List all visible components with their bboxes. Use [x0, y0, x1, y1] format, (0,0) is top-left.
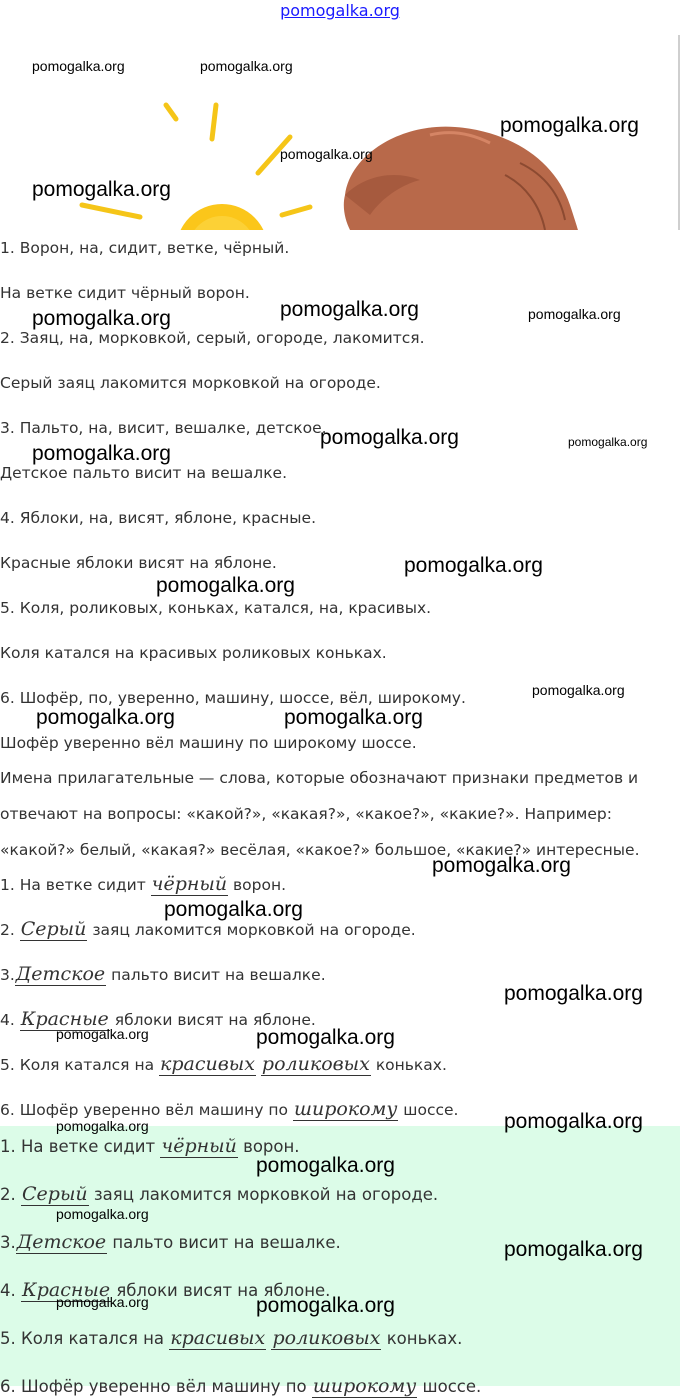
handwritten-adjective: широкому [293, 1098, 398, 1120]
answer-text [15, 1011, 20, 1029]
handwritten-adjective: Детское [15, 963, 106, 985]
watermark: pomogalka.org [32, 58, 125, 74]
watermark: pomogalka.org [200, 58, 293, 74]
answer-number: 6. [0, 1101, 15, 1119]
handwritten-adjective: красивых [160, 1053, 255, 1075]
answer-text: коньках. [370, 1056, 447, 1074]
answer-text: Коля катался на [15, 1329, 170, 1348]
watermark: pomogalka.org [432, 854, 571, 877]
watermark: pomogalka.org [504, 1110, 643, 1133]
answer-line [0, 1136, 300, 1157]
watermark: pomogalka.org [156, 574, 295, 597]
watermark: pomogalka.org [56, 1206, 149, 1222]
answer-number: 2. [0, 1185, 16, 1204]
watermark: pomogalka.org [56, 1294, 149, 1310]
answer-text: яблоки висят на яблоне. [111, 1281, 331, 1300]
exercise-line: Серый заяц лакомится морковкой на огороде. [0, 374, 381, 392]
handwritten-adjective: роликовых [272, 1327, 381, 1349]
answer-text: заяц лакомится морковкой на огороде. [88, 1185, 439, 1204]
answer-number: 3. [0, 1233, 16, 1252]
watermark: pomogalka.org [280, 146, 373, 162]
exercise-line: Шофёр уверенно вёл машину по широкому шоссе. [0, 734, 417, 752]
watermark: pomogalka.org [504, 982, 643, 1005]
watermark: pomogalka.org [256, 1154, 395, 1177]
answer-number: 6. [0, 1377, 16, 1396]
answer-text: заяц лакомится морковкой на огороде. [87, 921, 416, 939]
answer-text: шоссе. [417, 1377, 482, 1396]
answer-number: 4. [0, 1281, 16, 1300]
exercise-line: Детское пальто висит на вешалке. [0, 464, 288, 482]
watermark: pomogalka.org [284, 706, 423, 729]
answer-line [0, 1099, 458, 1120]
watermark: pomogalka.org [256, 1294, 395, 1317]
answer-text: шоссе. [398, 1101, 459, 1119]
watermark: pomogalka.org [32, 442, 171, 465]
answer-text: пальто висит на вешалке. [106, 966, 326, 984]
answer-text: На ветке сидит [15, 1137, 161, 1156]
answer-line [0, 1328, 462, 1349]
handwritten-adjective: роликовых [261, 1053, 370, 1075]
answer-text: пальто висит на вешалке. [107, 1233, 341, 1252]
answer-text: ворон. [237, 1137, 300, 1156]
answer-text: коньках. [381, 1329, 463, 1348]
handwritten-adjective: красивых [170, 1327, 266, 1349]
exercise-line: 4. Яблоки, на, висят, яблоне, красные. [0, 509, 317, 527]
watermark: pomogalka.org [256, 1026, 395, 1049]
answer-number: 5. [0, 1329, 16, 1348]
answer-text: ворон. [228, 876, 287, 894]
exercise-line: На ветке сидит чёрный ворон. [0, 284, 250, 302]
answer-number: 5. [0, 1056, 15, 1074]
watermark: pomogalka.org [164, 898, 303, 921]
watermark: pomogalka.org [32, 178, 171, 201]
watermark: pomogalka.org [36, 706, 175, 729]
answer-line [0, 1184, 438, 1205]
answer-line [0, 1232, 341, 1253]
watermark: pomogalka.org [504, 1238, 643, 1261]
watermark: pomogalka.org [320, 426, 459, 449]
answer-text: Шофёр уверенно вёл машину по [15, 1377, 312, 1396]
exercise-line: Красные яблоки висят на яблоне. [0, 554, 277, 572]
rule-line: отвечают на вопросы: «какой?», «какая?», «какое?», «какие?». Например: [0, 805, 612, 823]
answer-text [15, 921, 20, 939]
handwritten-adjective: Серый [20, 918, 87, 940]
watermark: pomogalka.org [528, 306, 621, 322]
handwritten-adjective: Серый [22, 1183, 88, 1205]
exercise-line: 1. Ворон, на, сидит, ветке, чёрный. [0, 239, 290, 257]
exercise-line: Коля катался на красивых роликовых коньках. [0, 644, 387, 662]
answer-line [0, 919, 416, 940]
answer-number: 3. [0, 966, 15, 984]
exercise-line: 6. Шофёр, по, уверенно, машину, шоссе, вёл, широкому. [0, 689, 466, 707]
watermark: pomogalka.org [404, 554, 543, 577]
header-site-link[interactable]: pomogalka.org [280, 1, 400, 20]
watermark: pomogalka.org [568, 435, 648, 449]
answer-line [0, 1376, 481, 1397]
handwritten-adjective: Детское [16, 1231, 107, 1253]
watermark: pomogalka.org [532, 682, 625, 698]
answer-line [0, 964, 326, 985]
watermark: pomogalka.org [56, 1118, 149, 1134]
answer-line [0, 1054, 447, 1075]
watermark: pomogalka.org [500, 114, 639, 137]
answer-number: 1. [0, 876, 15, 894]
watermark: pomogalka.org [56, 1026, 149, 1042]
answer-number: 2. [0, 921, 15, 939]
answer-text: На ветке сидит [14, 876, 151, 894]
handwritten-adjective: чёрный [151, 873, 228, 895]
rule-line: Имена прилагательные — слова, которые обозначают признаки предметов и [0, 769, 639, 787]
exercise-line: 3. Пальто, на, висит, вешалке, детское. [0, 419, 327, 437]
handwritten-adjective: Красные [20, 1008, 109, 1030]
handwritten-adjective: широкому [312, 1375, 417, 1397]
handwritten-adjective: Красные [22, 1279, 111, 1301]
exercise-line: 2. Заяц, на, морковкой, серый, огороде, лакомится. [0, 329, 425, 347]
answer-text: Коля катался на [14, 1056, 159, 1074]
answer-line [0, 874, 286, 895]
answer-number: 1. [0, 1137, 16, 1156]
rule-line: «какой?» белый, «какая?» весёлая, «какое?» большое, «какие?» интересные. [0, 841, 640, 859]
answer-number: 4. [0, 1011, 15, 1029]
watermark: pomogalka.org [32, 307, 171, 330]
watermark: pomogalka.org [280, 298, 419, 321]
answer-text: Шофёр уверенно вёл машину по [14, 1101, 293, 1119]
handwritten-adjective: чёрный [161, 1135, 237, 1157]
exercise-line: 5. Коля, роликовых, коньках, катался, на, красивых. [0, 599, 432, 617]
answer-text: яблоки висят на яблоне. [109, 1011, 316, 1029]
